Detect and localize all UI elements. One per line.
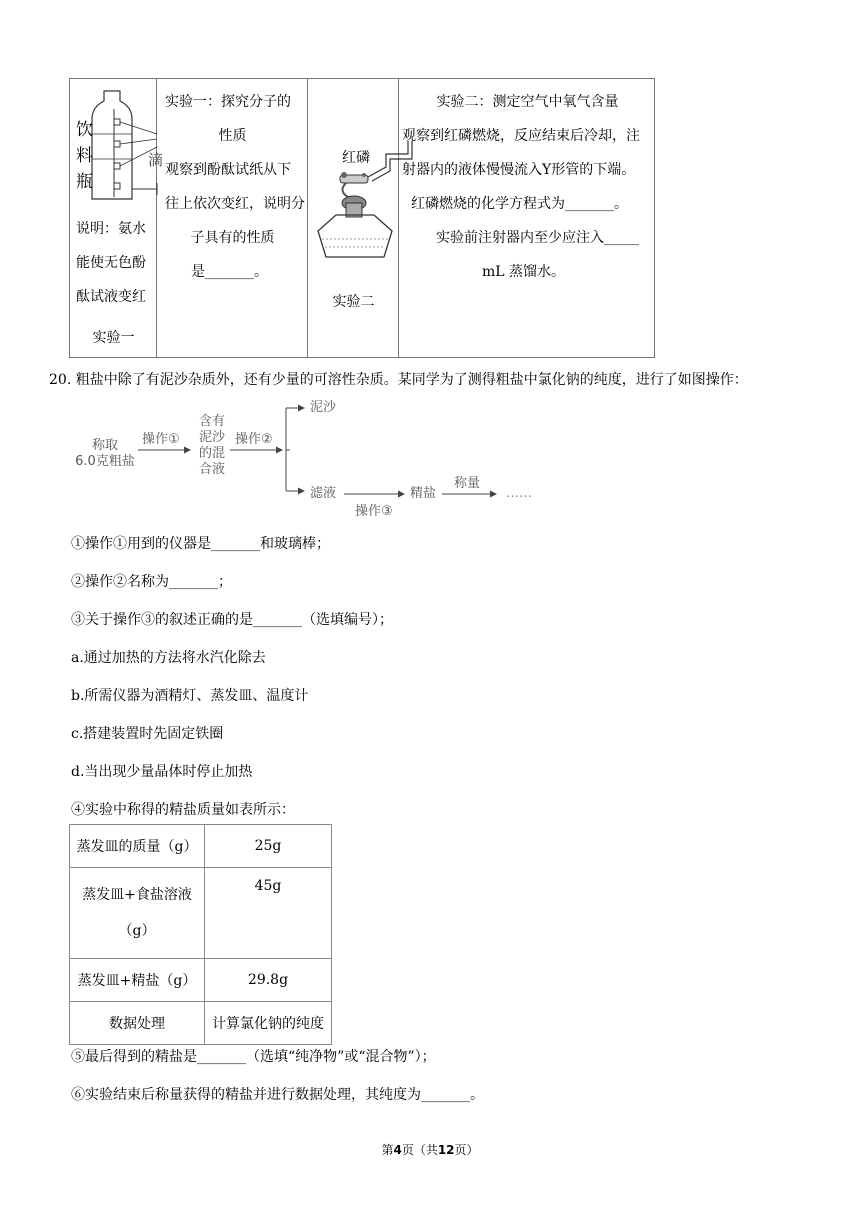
experiment-two-text-cell xyxy=(399,79,656,357)
experiment-one-line-2: 性质 xyxy=(218,128,247,144)
flow-weigh: 称量 xyxy=(454,476,481,491)
flow-start-line-1: 称取 xyxy=(91,438,118,453)
footer-prefix: 第 xyxy=(381,1143,394,1157)
experiment-one-line-4: 往上依次变红，说明分 xyxy=(165,196,305,212)
table-cell-label: 数据处理 xyxy=(70,1002,205,1045)
table-cell-value: 25g xyxy=(205,825,332,868)
footer-total-pages: 12 xyxy=(437,1143,455,1157)
option-d: d.当出现少量晶体时停止加热 xyxy=(71,764,253,780)
experiment-one-text-cell xyxy=(157,79,308,357)
flow-mixture xyxy=(196,414,228,478)
experiment-two-line-3: 射器内的液体慢慢流入Y形管的下端。 xyxy=(402,162,636,178)
table-cell-value: 45g xyxy=(205,868,332,959)
flow-op1: 操作① xyxy=(142,432,180,447)
page-footer xyxy=(0,1141,860,1158)
experiment-one-line-5: 子具有的性质 xyxy=(190,230,275,246)
question-20-stem xyxy=(49,369,748,389)
flow-filtrate: 滤液 xyxy=(310,486,337,501)
experiment-one-note-line-2: 能使无色酚 xyxy=(76,255,146,271)
flow-op3: 操作③ xyxy=(355,504,393,519)
option-a: a.通过加热的方法将水汽化除去 xyxy=(71,650,266,666)
flow-mixture-line-3: 的混 xyxy=(198,446,225,461)
experiment-two-caption: 实验二 xyxy=(332,294,375,310)
table-row xyxy=(70,825,332,868)
flow-sand: 泥沙 xyxy=(310,400,337,415)
experiment-two-line-6: mL 蒸馏水。 xyxy=(482,264,566,280)
experiment-one-note-line-3: 酞试液变红 xyxy=(76,289,146,305)
flow-start-line-2: 6.0克粗盐 xyxy=(75,454,135,469)
footer-mid: 页（共 xyxy=(401,1143,438,1157)
table-cell-value: 计算氯化钠的纯度 xyxy=(205,1002,332,1045)
flow-arrows xyxy=(70,398,550,523)
clip-label: 滴 xyxy=(148,151,164,169)
table-cell-label xyxy=(70,868,205,959)
flow-mixture-line-2: 泥沙 xyxy=(198,430,225,445)
question-item-1: ①操作①用到的仪器是_______和玻璃棒； xyxy=(71,536,330,552)
flow-mixture-line-4: 合液 xyxy=(198,462,225,477)
flow-refined: 精盐 xyxy=(410,486,437,501)
salt-mass-table xyxy=(69,824,332,1045)
phosphorus-apparatus-figure xyxy=(308,79,399,279)
red-phosphorus-label: 红磷 xyxy=(342,150,370,166)
table-row xyxy=(70,1002,332,1045)
table-cell-value: 29.8g xyxy=(205,959,332,1002)
flow-dots: …… xyxy=(506,486,532,501)
flow-diagram xyxy=(70,398,550,523)
option-c: c.搭建装置时先固定铁圈 xyxy=(71,726,224,742)
option-b: b.所需仪器为酒精灯、蒸发皿、温度计 xyxy=(71,688,309,704)
table-cell-label-line-2: （g） xyxy=(118,923,156,939)
bottle-label: 饮料瓶 xyxy=(76,120,93,192)
question-item-4: ④实验中称得的精盐质量如表所示： xyxy=(71,802,295,818)
experiment-two-figure-cell xyxy=(308,79,399,357)
table-cell-label: 蒸发皿+精盐（g） xyxy=(70,959,205,1002)
experiment-one-note-line-1: 说明：氨水 xyxy=(76,221,146,237)
question-stem-text: 粗盐中除了有泥沙杂质外，还有少量的可溶性杂质。某同学为了测得粗盐中氯化钠的纯度，进行了如图操作： xyxy=(75,372,748,388)
experiment-one-figure-cell xyxy=(70,79,164,357)
experiment-one-caption: 实验一 xyxy=(92,330,135,346)
experiment-two-line-5: 实验前注射器内至少应注入_____ xyxy=(436,230,639,246)
experiment-two-line-4: 红磷燃烧的化学方程式为_______。 xyxy=(411,196,628,212)
experiment-one-line-3: 观察到酚酞试纸从下 xyxy=(165,162,291,178)
table-row xyxy=(70,868,332,959)
flow-mixture-line-1: 含有 xyxy=(198,414,225,429)
question-item-5: ⑤最后得到的精盐是_______（选填“纯净物”或“混合物”）； xyxy=(71,1049,436,1065)
experiment-two-line-2: 观察到红磷燃烧，反应结束后冷却，注 xyxy=(402,128,640,144)
table-row xyxy=(70,959,332,1002)
footer-page-number: 4 xyxy=(393,1143,402,1157)
table-cell-label: 蒸发皿的质量（g） xyxy=(70,825,205,868)
question-number: 20. xyxy=(49,372,72,388)
flow-start xyxy=(74,438,136,470)
table-cell-label-line-1: 蒸发皿+食盐溶液 xyxy=(82,887,192,903)
experiment-two-line-1: 实验二：测定空气中氧气含量 xyxy=(436,94,619,110)
experiment-table xyxy=(69,78,655,358)
footer-suffix: 页） xyxy=(454,1143,479,1157)
experiment-one-line-6: 是_______。 xyxy=(191,264,268,280)
question-item-3: ③关于操作③的叙述正确的是_______（选填编号）； xyxy=(71,612,393,628)
flow-op2: 操作② xyxy=(235,432,273,447)
experiment-one-line-1: 实验一：探究分子的 xyxy=(165,94,291,110)
question-item-2: ②操作②名称为_______； xyxy=(71,574,232,590)
question-item-6: ⑥实验结束后称量获得的精盐并进行数据处理，其纯度为_______。 xyxy=(71,1087,484,1103)
